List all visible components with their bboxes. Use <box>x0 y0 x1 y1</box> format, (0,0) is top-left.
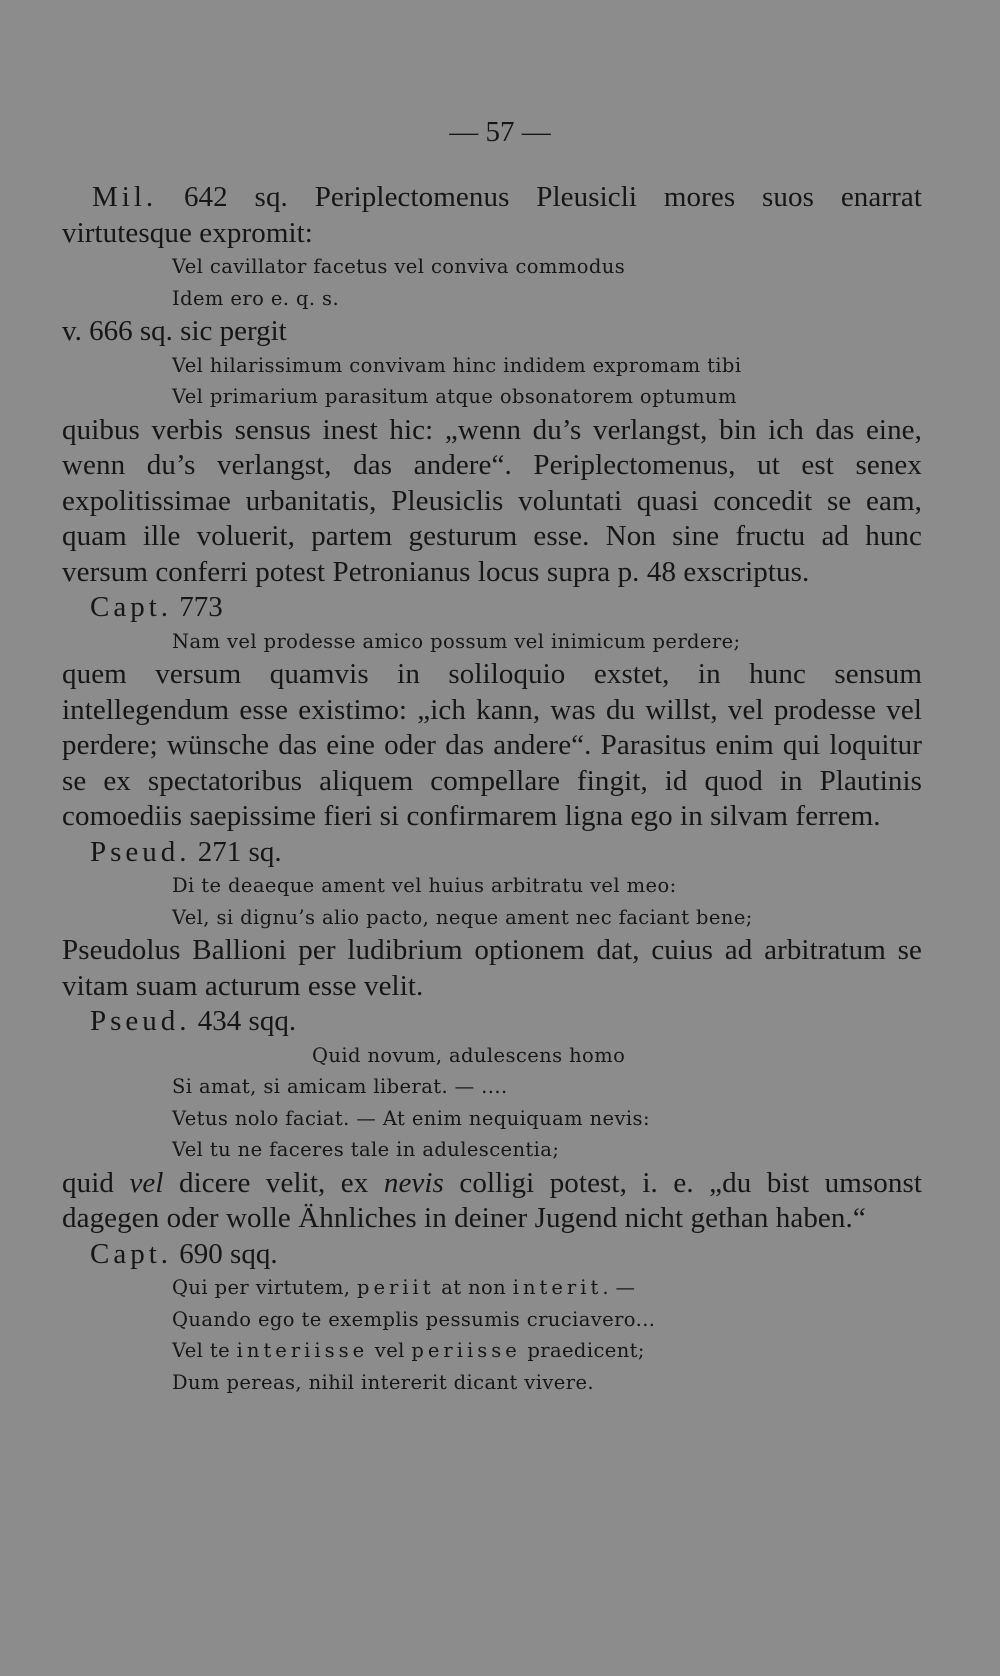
paragraph: Mil. 642 sq. Periplectomenus Pleusicli mores suos enarrat virtutesque expromit: <box>62 181 922 249</box>
verse-quote: Vel hilarissimum convivam hinc indidem expromam tibi <box>172 353 742 377</box>
verse-quote: Vel te interiisse vel periisse praedicent; <box>172 1339 645 1362</box>
verse-quote: Dum pereas, nihil intererit dicant vivere. <box>172 1370 594 1394</box>
paragraph: quem versum quamvis in soliloquio exstet, in hunc sensum intellegendum esse existimo: „ich kann, was du willst, vel prodesse vel perdere; wünsche das eine oder das andere“. Parasitus enim qui loquitur se ex spectatoribus aliquem compellare fingit, id quod in Plautinis comoediis saepissime fieri si confirmarem ligna ego in silvam ferrem. <box>62 658 922 832</box>
paragraph: quid vel dicere velit, ex nevis colligi potest, i. e. „du bist umsonst dagegen oder wolle Ähnliches in deiner Jugend nicht gethan haben.“ <box>62 1166 922 1234</box>
citation-line: v. 666 sq. sic pergit <box>62 315 287 347</box>
verse-quote: Vel, si dignu’s alio pacto, neque ament nec faciant bene; <box>172 905 753 929</box>
paragraph: Pseudolus Ballioni per ludibrium optionem dat, cuius ad arbitratum se vitam suam acturum esse velit. <box>62 934 922 1002</box>
citation-line: Pseud. 434 sqq. <box>90 1005 297 1037</box>
citation-line: Capt. 773 <box>90 591 223 623</box>
paragraph: quibus verbis sensus inest hic: „wenn du’s verlangst, bin ich das eine, wenn du’s verlangst, das andere“. Periplectomenus, ut est senex expolitissimae urbanitatis, Pleusiclis voluntati quasi concedit se eam, quam ille voluerit, partem gesturum esse. Non sine fructu ad hunc versum conferri potest Petronianus locus supra p. 48 exscriptus. <box>62 413 922 588</box>
verse-quote: Quid novum, adulescens homo <box>312 1043 626 1067</box>
verse-quote: Qui per virtutem, periit at non interit. — <box>172 1276 636 1299</box>
page-number: — 57 — <box>449 116 551 148</box>
citation-line: Capt. 690 sqq. <box>90 1237 278 1270</box>
verse-quote: Quando ego te exemplis pessumis cruciavero... <box>172 1307 656 1331</box>
verse-quote: Vel primarium parasitum atque obsonatorem optumum <box>172 385 737 408</box>
verse-quote: Vel cavillator facetus vel conviva commodus <box>172 255 626 278</box>
page-body <box>62 180 922 1398</box>
verse-quote: Si amat, si amicam liberat. — .... <box>172 1075 508 1098</box>
citation-ref: Mil. <box>92 181 158 213</box>
verse-quote: Vetus nolo faciat. — At enim nequiquam nevis: <box>172 1106 650 1130</box>
citation-ref: Capt. <box>90 591 173 623</box>
citation-ref: Capt. <box>90 1237 173 1270</box>
verse-quote: Nam vel prodesse amico possum vel inimicum perdere; <box>172 629 741 653</box>
citation-ref: Pseud. <box>90 835 191 868</box>
verse-quote: Idem ero e. q. s. <box>172 286 340 310</box>
verse-quote: Di te deaeque ament vel huius arbitratu vel meo: <box>172 874 677 897</box>
citation-line: Pseud. 271 sq. <box>90 835 282 868</box>
citation-ref: Pseud. <box>90 1005 191 1037</box>
verse-quote: Vel tu ne faceres tale in adulescentia; <box>172 1138 560 1161</box>
